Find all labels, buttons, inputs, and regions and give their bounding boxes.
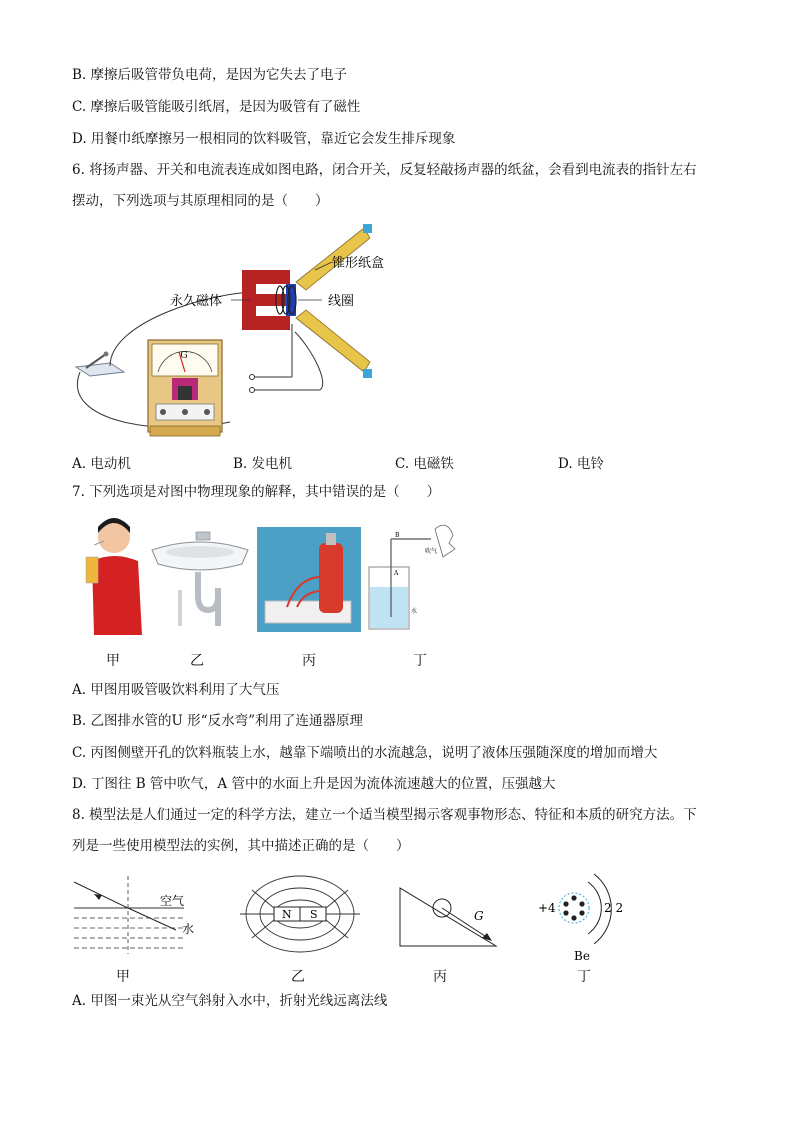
q6-option-b[interactable]: B. 发电机 xyxy=(233,456,293,472)
q8-caption-bing: 丙 xyxy=(433,969,447,985)
cone-label: 锥形纸盒 xyxy=(332,256,385,271)
q8-option-a[interactable]: A. 甲图一束光从空气斜射入水中，折射光线远离法线 xyxy=(72,993,388,1009)
q8-figure-ding xyxy=(536,872,646,964)
q8-stem-line2: 列是一些使用模型法的实例，其中描述正确的是（ ） xyxy=(72,838,410,854)
electron-shells-label: 2 2 xyxy=(604,901,624,915)
magnet-label: 永久磁体 xyxy=(170,294,223,309)
q7-option-c[interactable]: C. 丙图侧壁开孔的饮料瓶装上水，越靠下端喷出的水流越急，说明了液体压强随深度的增加而增大 xyxy=(72,745,658,761)
blow-label: 吹气 xyxy=(425,548,438,555)
prev-option-c: C. 摩擦后吸管能吸引纸屑，是因为吸管有了磁性 xyxy=(72,99,361,115)
q8-caption-ding: 丁 xyxy=(577,969,591,985)
q6-stem-line2: 摆动，下列选项与其原理相同的是（ ） xyxy=(72,193,329,209)
q6-option-d[interactable]: D. 电铃 xyxy=(558,456,604,472)
q7-caption-yi: 乙 xyxy=(190,653,204,669)
q7-option-b[interactable]: B. 乙图排水管的U 形“反水弯”利用了连通器原理 xyxy=(72,713,363,729)
q6-option-a[interactable]: A. 电动机 xyxy=(72,456,131,472)
q8-figure-jia xyxy=(72,872,202,962)
q7-option-d[interactable]: D. 丁图往 B 管中吹气，A 管中的水面上升是因为流体流速越大的位置，压强越大 xyxy=(72,776,556,792)
water-label-q8: 水 xyxy=(182,922,195,936)
meter-label: G xyxy=(180,351,188,361)
q8-caption-jia: 甲 xyxy=(116,969,130,985)
q7-caption-ding: 丁 xyxy=(413,653,427,669)
q6-stem-line1: 6. 将扬声器、开关和电流表连成如图电路，闭合开关，反复轻敲扬声器的纸盆，会看到电流表的指针左右 xyxy=(72,162,697,178)
prev-option-d: D. 用餐巾纸摩擦另一根相同的饮料吸管，靠近它会发生排斥现象 xyxy=(72,131,456,147)
q7-caption-jia: 甲 xyxy=(106,653,120,669)
gravity-label: G xyxy=(474,909,484,923)
q7-figure-bing xyxy=(257,527,361,632)
q7-figure-jia xyxy=(78,515,148,637)
air-label: 空气 xyxy=(160,894,185,908)
q8-figure-bing xyxy=(396,880,500,950)
q6-circuit-figure xyxy=(70,222,390,442)
water-label: 水 xyxy=(411,608,418,615)
q7-stem: 7. 下列选项是对图中物理现象的解释，其中错误的是（ ） xyxy=(72,484,441,500)
north-pole-label: N xyxy=(282,908,292,921)
q7-figure-yi xyxy=(150,530,250,630)
q6-option-c[interactable]: C. 电磁铁 xyxy=(395,456,454,472)
q8-caption-yi: 乙 xyxy=(291,969,305,985)
tube-b-label: B xyxy=(395,532,400,539)
element-label: Be xyxy=(574,949,590,963)
q7-figure-ding xyxy=(365,517,465,632)
q7-caption-bing: 丙 xyxy=(302,653,316,669)
nucleus-charge-label: +4 xyxy=(538,901,556,915)
south-pole-label: S xyxy=(310,908,318,921)
q7-option-a[interactable]: A. 甲图用吸管吸饮料利用了大气压 xyxy=(72,682,280,698)
galvanometer-icon xyxy=(148,340,222,436)
q8-figure-yi xyxy=(238,872,362,962)
tube-a-label: A xyxy=(394,570,399,577)
switch-icon xyxy=(76,352,124,377)
prev-option-b: B. 摩擦后吸管带负电荷，是因为它失去了电子 xyxy=(72,67,348,83)
q8-stem-line1: 8. 模型法是人们通过一定的科学方法，建立一个适当模型揭示客观事物形态、特征和本质的研究方法。下 xyxy=(72,807,697,823)
coil-label: 线圈 xyxy=(328,294,355,309)
